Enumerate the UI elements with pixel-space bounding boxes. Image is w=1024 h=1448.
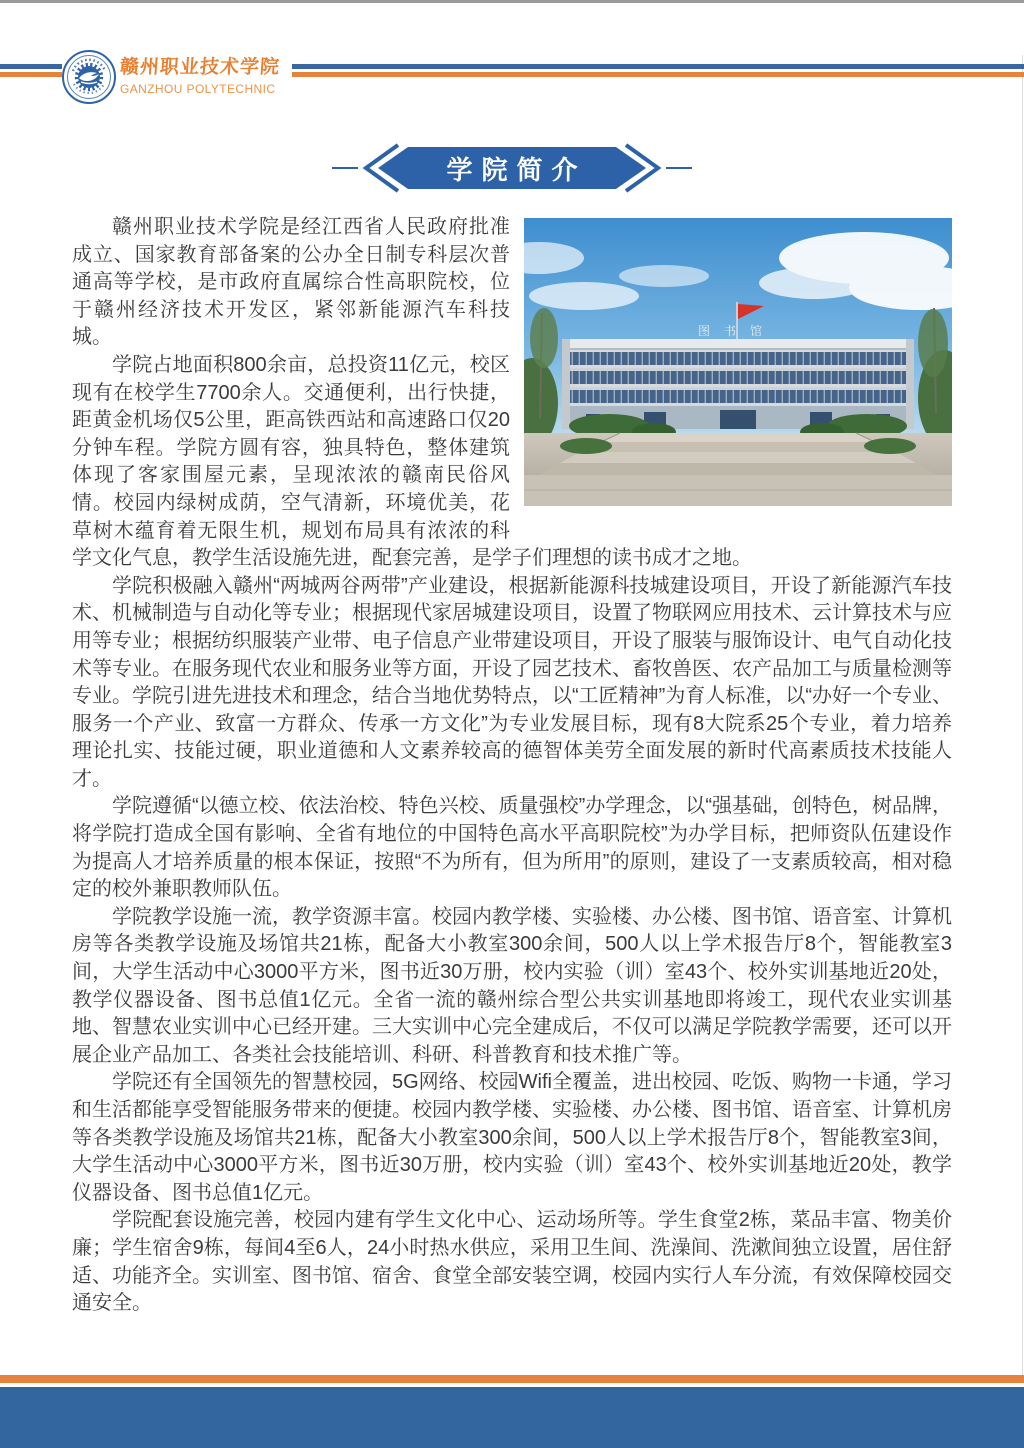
header-rule-left [0,64,62,78]
building-sign: 图书馆 [697,324,777,338]
intro-paragraph-2: 学院占地面积800余亩，总投资11亿元，校区现有在校学生7700余人。交通便利，出行快捷，距黄金机场仅5公里，距高铁西站和高速路口仅20分钟车程。学院方圆有容，独具特色，整体建筑体现了客家围屋元素，呈现浓浓的赣南民俗风情。校园内绿树成荫，空气清新，环境优美，花草树木蕴育着无限生机，规划布局具有浓浓的科学文化气息，教学生活设施先进，配套完善，是学子们理想的读书成才之地。 [72,353,752,570]
top-scan-bar [0,0,1024,3]
intro-paragraph-5: 学院教学设施一流，教学资源丰富。校园内教学楼、实验楼、办公楼、图书馆、语音室、计算机房等各类教学设施及场馆共21栋，配备大小教室300余间，500人以上学术报告厅8个，智能教室3间，大学生活动中心3000平方米，图书近30万册，校内实验（训）室43个、校外实训基地近20处，教学仪器设备、图书总值1亿元。全省一流的赣州综合型公共实训基地即将竣工，现代农业实训基地、智慧农业实训中心已经开建。三大实训中心完全建成后，不仅可以满足学院教学需要，还可以开展企业产品加工、各类社会技能培训、科研、科普教育和技术推广等。 [72,905,952,1066]
page-right-edge-line [1022,55,1023,1375]
footer-blue-band [0,1387,1024,1448]
intro-paragraph-4: 学院遵循“以德立校、依法治校、特色兴校、质量强校”办学理念，以“强基础，创特色，树品牌，将学院打造成全国有影响、全省有地位的中国特色高水平高职院校”为办学目标，把师资队伍建设作为提高人才培养质量的根本保证，按照“不为所有，但为所用”的原则，建设了一支素质较高，相对稳定的校外兼职教师队伍。 [72,795,952,901]
school-name-zh: 赣州职业技术学院 [119,57,281,78]
section-title: 学院简介 [446,154,587,185]
section-banner [0,142,1024,194]
school-name-block [120,52,320,96]
intro-paragraph-3: 学院积极融入赣州“两城两谷两带”产业建设，根据新能源科技城建设项目，开设了新能源汽车技术、机械制造与自动化等专业；根据现代家居城建设项目，设置了物联网应用技术、云计算技术与应用等专业；根据纺织服装产业带、电子信息产业带建设项目，开设了服装与服饰设计、电气自动化技术等专业。在服务现代农业和服务业等方面，开设了园艺技术、畜牧兽医、农产品加工与质量检测等专业。学院引进先进技术和理念，结合当地优势特点，以“工匠精神”为育人标准，以“办好一个专业、服务一个产业、致富一方群众、传承一方文化”为专业发展目标，现有8大院系25个专业，着力培养理论扎实、技能过硬，职业道德和人文素养较高的德智体美劳全面发展的新时代高素质技术技能人才。 [72,574,952,790]
header-rule-right [292,64,1024,78]
article [72,214,952,1318]
campus-library-photo [524,218,952,506]
intro-paragraph-6: 学院还有全国领先的智慧校园，5G网络、校园Wifi全覆盖，进出校园、吃饭、购物一卡通，学习和生活都能享受智能服务带来的便捷。校园内教学楼、实验楼、办公楼、图书馆、语音室、计算机房等各类教学设施及场馆共21栋，配备大小教室300余间，500人以上学术报告厅8个，智能教室3间，大学生活动中心3000平方米，图书近30万册，校内实验（训）室43个、校外实训基地近20处，教学仪器设备、图书总值1亿元。 [72,1071,952,1204]
intro-paragraph-7: 学院配套设施完善，校园内建有学生文化中心、运动场所等。学生食堂2栋，菜品丰富、物美价廉；学生宿舍9栋，每间4至6人，24小时热水供应，采用卫生间、洗澡间、洗漱间独立设置，居住舒适、功能齐全。实训室、图书馆、宿舍、食堂全部安装空调，校园内实行人车分流，有效保障校园交通安全。 [72,1209,952,1315]
school-logo-icon [61,49,117,105]
school-name-en: GANZHOU POLYTECHNIC [120,82,276,96]
intro-paragraph-1: 赣州职业技术学院是经江西省人民政府批准成立、国家教育部备案的公办全日制专科层次普通高等学校，是市政府直属综合性高职院校，位于赣州经济技术开发区，紧邻新能源汽车科技城。 [72,216,510,349]
front-steps [540,433,936,475]
footer-orange-stripe [0,1375,1024,1383]
